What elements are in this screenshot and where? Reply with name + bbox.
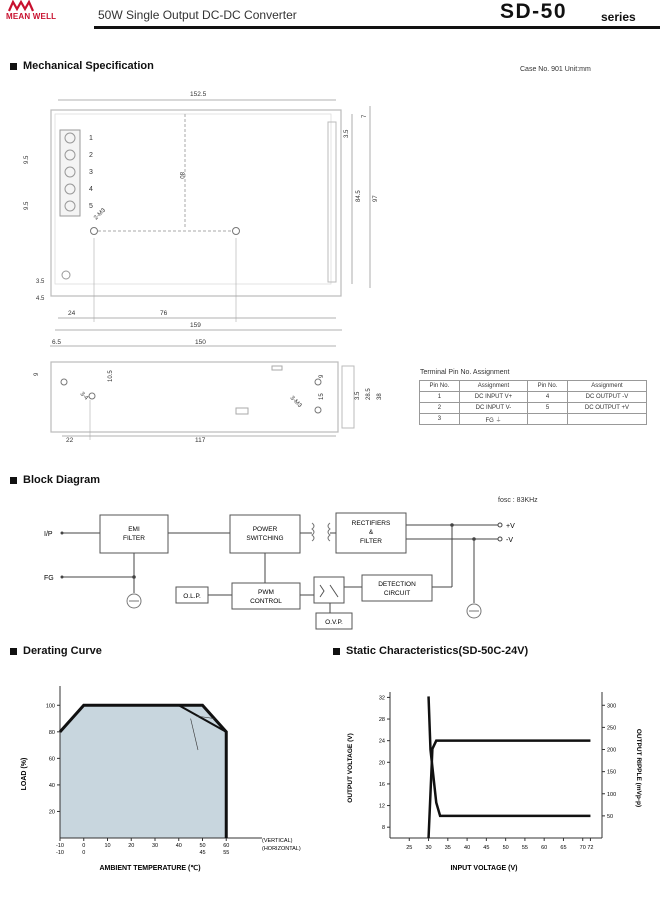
side-dim-left-v: 9 xyxy=(34,372,40,376)
static-y-tick-label-right: 50 xyxy=(607,813,614,820)
block-title-text: Block Diagram xyxy=(23,474,101,486)
static-x-tick-label: 30 xyxy=(425,845,432,851)
side-hole-right-bottom xyxy=(315,407,321,413)
dim-bottom-a: 24 xyxy=(68,310,76,317)
side-hole-left-top xyxy=(61,379,67,385)
detect-line1: DETECTION xyxy=(378,581,416,588)
static-x-tick-label: 65 xyxy=(560,845,567,851)
derating-title-text: Derating Curve xyxy=(23,645,102,657)
side-dim-right-v2: 15 xyxy=(319,393,325,400)
mechanical-title-text: Mechanical Specification xyxy=(23,60,154,72)
dim-bottom-total: 159 xyxy=(190,322,201,329)
input-label: I/P xyxy=(44,531,53,538)
emi-line2: FILTER xyxy=(123,535,145,542)
derating-x-tick-label-alt: -10 xyxy=(56,850,64,856)
series-name: SD-50 xyxy=(500,0,568,23)
bullet-square-icon xyxy=(333,648,340,655)
derating-x-tick-label-alt: 55 xyxy=(223,850,230,856)
rect-line1: RECTIFIERS xyxy=(351,520,391,527)
derating-y-tick-label: 40 xyxy=(48,782,55,789)
top-mount-hole-left xyxy=(91,228,98,235)
power-switching-block xyxy=(230,515,300,553)
out-pos-label: +V xyxy=(506,523,515,530)
detection-circuit-block xyxy=(362,575,432,601)
fg-label: FG xyxy=(44,575,54,582)
derating-y-tick-label: 100 xyxy=(45,703,55,710)
static-x-tick-label: 35 xyxy=(444,845,451,851)
terminal-header-cell: Pin No. xyxy=(528,381,568,392)
derating-x-tick-label: 20 xyxy=(128,843,135,849)
ovp-label: O.V.P. xyxy=(325,619,343,626)
table-cell xyxy=(567,414,646,425)
static-ripple-line xyxy=(429,696,591,815)
side-hole-left-mid xyxy=(89,393,95,399)
transformer-icon xyxy=(312,523,330,541)
static-x-tick-label: 45 xyxy=(483,845,490,851)
terminal-header-row xyxy=(420,381,647,392)
mw-logo-icon xyxy=(8,0,36,12)
dim-left-a: 9.5 xyxy=(24,155,30,164)
table-cell: 1 xyxy=(420,392,460,403)
brand-logo xyxy=(2,0,86,26)
static-y-tick-label-left: 20 xyxy=(378,760,385,767)
dim-left-b: 9.5 xyxy=(24,201,30,210)
static-section-title xyxy=(333,645,528,657)
table-row xyxy=(420,392,647,403)
side-dim-bottom-b: 117 xyxy=(195,437,206,444)
static-y-tick-label-left: 24 xyxy=(378,738,385,745)
dim-left-d: 4.5 xyxy=(36,296,45,302)
header-rule xyxy=(94,26,660,29)
dim-left-c: 3.5 xyxy=(36,279,45,285)
static-voltage-line xyxy=(429,741,591,838)
pin-label-4: 4 xyxy=(89,186,93,193)
bullet-square-icon xyxy=(10,63,17,70)
derating-x-tick-label: 60 xyxy=(223,843,230,849)
mechanical-drawing xyxy=(0,78,660,370)
dim-top-right: 3.5 xyxy=(344,129,350,138)
fosc-label: fosc : 83KHz xyxy=(498,497,538,504)
side-dim-left: 6.5 xyxy=(52,339,62,346)
out-neg-label: -V xyxy=(506,537,513,544)
side-tab xyxy=(272,366,282,370)
static-x-tick-label: 25 xyxy=(406,845,413,851)
derating-xlabel: AMBIENT TEMPERATURE (℃) xyxy=(99,865,201,872)
terminal-out-pos xyxy=(498,523,502,527)
static-y-tick-label-left: 16 xyxy=(378,781,385,788)
pin-label-2: 2 xyxy=(89,152,93,159)
derating-x-tick-label: 10 xyxy=(104,843,111,849)
dim-outer: 97 xyxy=(373,195,379,202)
terminal-caption: Terminal Pin No. Assignment xyxy=(420,369,510,376)
emi-line1: EMI xyxy=(128,526,140,533)
derating-ylabel: LOAD (%) xyxy=(21,757,28,791)
table-cell: 5 xyxy=(528,403,568,414)
static-ylabel-right: OUTPUT RIPPLE (mVp-p) xyxy=(635,728,642,808)
derating-x-tick-label: 50 xyxy=(199,843,206,849)
derating-orient-a: (VERTICAL) xyxy=(262,838,293,844)
node-input xyxy=(61,532,64,535)
side-hole-label-r: 3-M3 xyxy=(288,395,303,410)
side-dim-hole: 10.5 xyxy=(108,370,114,382)
document-title: 50W Single Output DC-DC Converter xyxy=(98,8,297,22)
derating-x-tick-label: 40 xyxy=(175,843,182,849)
static-x-tick-label: 60 xyxy=(541,845,548,851)
dim-width: 152.5 xyxy=(190,91,207,98)
side-view-profile xyxy=(342,366,354,428)
side-dim-bottom-a: 22 xyxy=(66,437,74,444)
top-view-flange xyxy=(328,122,336,282)
power-line2: SWITCHING xyxy=(246,535,284,542)
node-out-pos xyxy=(450,523,454,527)
block-diagram xyxy=(0,505,660,635)
dim-top-right2: 7 xyxy=(362,114,368,118)
terminal-pin-table xyxy=(419,380,647,425)
node-out-neg xyxy=(472,537,476,541)
bullet-square-icon xyxy=(10,648,17,655)
table-cell xyxy=(528,414,568,425)
emi-filter-block xyxy=(100,515,168,553)
table-cell: 3 xyxy=(420,414,460,425)
node-fg xyxy=(61,576,64,579)
table-cell: 4 xyxy=(528,392,568,403)
dim-bottom-b: 76 xyxy=(160,310,168,317)
static-y-tick-label-right: 100 xyxy=(607,791,617,798)
series-suffix: series xyxy=(601,10,636,24)
top-mount-hole-right xyxy=(233,228,240,235)
static-x-tick-label: 72 xyxy=(587,845,594,851)
derating-x-tick-label-alt: 0 xyxy=(82,850,86,856)
ground-icon-left xyxy=(127,594,141,608)
static-y-tick-label-right: 300 xyxy=(607,703,617,710)
derating-x-tick-label: 30 xyxy=(151,843,159,849)
page-header xyxy=(0,0,660,30)
static-x-tick-label: 40 xyxy=(464,845,471,851)
rect-line3: FILTER xyxy=(360,538,382,545)
static-y-tick-label-left: 32 xyxy=(378,695,385,702)
mechanical-section-title xyxy=(10,60,154,72)
power-line1: POWER xyxy=(252,526,278,533)
optocoupler-block xyxy=(314,577,344,603)
table-cell: DC INPUT V- xyxy=(459,403,527,414)
derating-chart xyxy=(0,670,330,880)
table-cell: DC OUTPUT +V xyxy=(567,403,646,414)
table-row xyxy=(420,414,647,425)
derating-area xyxy=(60,705,226,838)
pin-label-1: 1 xyxy=(89,135,93,142)
derating-section-title xyxy=(10,645,102,657)
static-y-tick-label-left: 8 xyxy=(381,825,385,832)
side-dim-width: 150 xyxy=(195,339,206,346)
case-note: Case No. 901 Unit:mm xyxy=(520,66,591,73)
ground-icon-right xyxy=(467,604,481,618)
derating-y-tick-label: 80 xyxy=(48,729,55,736)
static-ylabel-left: OUTPUT VOLTAGE (V) xyxy=(347,733,354,803)
top-corner-hole xyxy=(62,271,70,279)
pin-label-5: 5 xyxy=(89,203,93,210)
side-hole-right-top xyxy=(315,379,321,385)
side-dim-right-v1: 9 xyxy=(319,374,325,378)
dim-height: 84.5 xyxy=(356,190,362,202)
table-cell: 2 xyxy=(420,403,460,414)
static-y-tick-label-left: 12 xyxy=(378,803,385,810)
block-section-title xyxy=(10,474,100,486)
derating-y-tick-label: 60 xyxy=(48,756,55,763)
pwm-line1: PWM xyxy=(258,589,274,596)
side-slot xyxy=(236,408,248,414)
pin-label-3: 3 xyxy=(89,169,93,176)
hole-label: 2-M3 xyxy=(93,207,108,222)
table-cell: DC OUTPUT -V xyxy=(567,392,646,403)
static-x-tick-label: 50 xyxy=(502,845,509,851)
terminal-header-cell: Pin No. xyxy=(420,381,460,392)
static-y-tick-label-right: 250 xyxy=(607,725,617,732)
table-row xyxy=(420,403,647,414)
static-y-tick-label-right: 150 xyxy=(607,769,617,776)
static-xlabel: INPUT VOLTAGE (V) xyxy=(450,865,518,872)
terminal-header-cell: Assignment xyxy=(567,381,646,392)
static-y-tick-label-right: 200 xyxy=(607,747,617,754)
static-x-tick-label: 70 xyxy=(579,845,586,851)
side-hole-label-l: 3-4 xyxy=(78,391,89,402)
table-cell: FG ⏚ xyxy=(459,414,527,425)
static-x-tick-label: 55 xyxy=(521,845,528,851)
derating-y-tick-label: 20 xyxy=(48,809,55,816)
static-title-text: Static Characteristics(SD-50C-24V) xyxy=(346,645,529,657)
rect-line2: & xyxy=(368,529,374,536)
side-dim-right-v5: 38 xyxy=(377,393,383,400)
detect-line2: CIRCUIT xyxy=(383,590,411,597)
dim-inner-v: 80 xyxy=(178,172,184,179)
side-view-drawing xyxy=(0,336,410,446)
side-dim-right-v3: 3.5 xyxy=(355,391,361,400)
static-chart xyxy=(330,670,660,880)
node-emi-fg xyxy=(132,575,136,579)
static-y-tick-label-left: 28 xyxy=(378,717,385,724)
pwm-control-block xyxy=(232,583,300,609)
olp-label: O.L.P. xyxy=(183,593,201,600)
derating-x-tick-label: 0 xyxy=(82,843,86,849)
pwm-line2: CONTROL xyxy=(250,598,282,605)
logo-text: MEAN WELL xyxy=(6,12,57,21)
terminal-out-neg xyxy=(498,537,502,541)
bullet-square-icon xyxy=(10,477,17,484)
table-cell: DC INPUT V+ xyxy=(459,392,527,403)
side-dim-right-v4: 28.5 xyxy=(366,388,372,400)
derating-x-tick-label-alt: 45 xyxy=(199,850,206,856)
derating-orient-b: (HORIZONTAL) xyxy=(262,846,301,852)
terminal-header-cell: Assignment xyxy=(459,381,527,392)
derating-x-tick-label: -10 xyxy=(56,843,64,849)
top-view-outline xyxy=(51,110,341,296)
top-view-inner xyxy=(55,114,331,284)
